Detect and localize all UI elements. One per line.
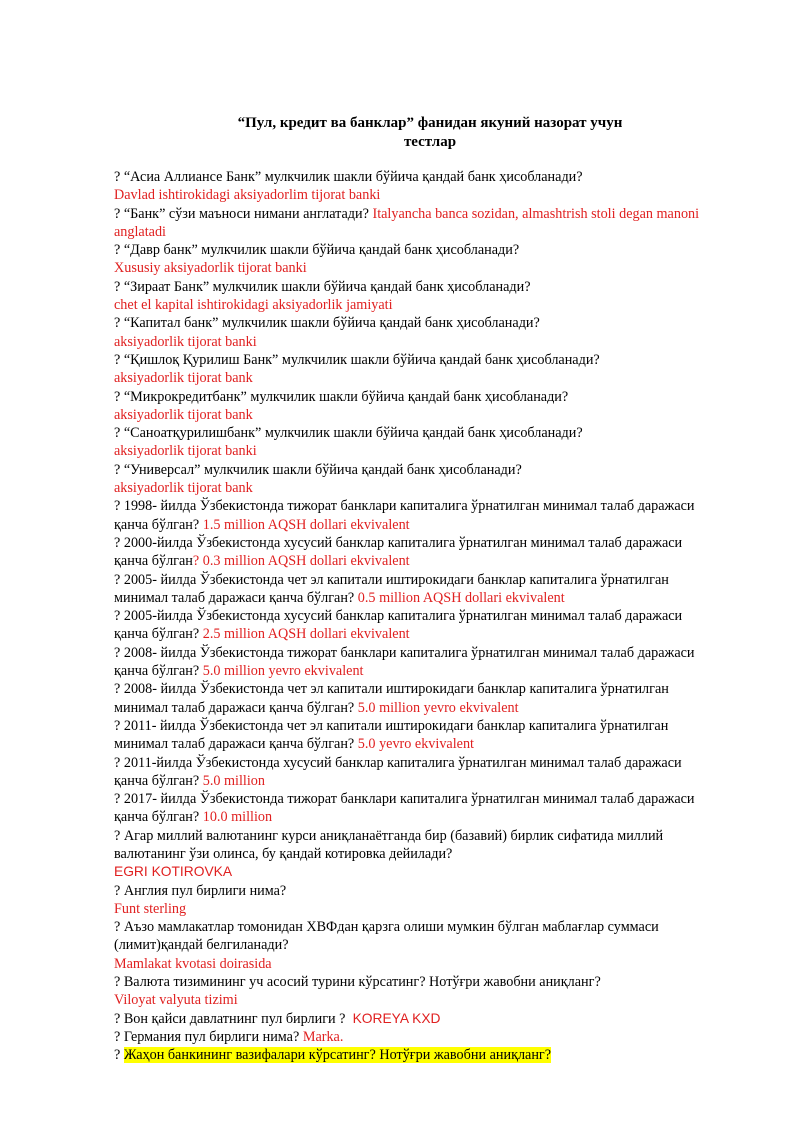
question-text: ? 2005-йилда Ўзбекистонда хусусий банклар капиталига ўрнатилган минимал талаб даражаси: [114, 608, 683, 625]
question-item: [114, 625, 728, 643]
question-text: ? 2000-йилда Ўзбекистонда хусусий банклар капиталига ўрнатилган минимал талаб даражаси: [114, 534, 683, 551]
question-text: минимал талаб даражаси қанча бўлган?: [114, 699, 355, 716]
question-text: қанча бўлган?: [114, 516, 200, 533]
answer-text: Marka.: [302, 1028, 344, 1045]
question-text: ? “Асиа Аллиансе Банк” мулкчилик шакли бўйича қандай банк ҳисобланади?: [114, 169, 583, 185]
answer-text: 5.0 million yevro ekvivalent: [202, 663, 364, 680]
answer-text: 0.5 million AQSH dollari ekvivalent: [357, 589, 565, 606]
question-text: қанча бўлган?: [114, 772, 200, 789]
answer-text: Mamlakat kvotasi doirasida: [114, 955, 272, 972]
answer-text: aksiyadorlik tijorat bank: [114, 480, 253, 497]
question-item: [114, 808, 728, 826]
question-text: ? “Саноатқурилишбанк” мулкчилик шакли бўйича қандай банк ҳисобланади?: [114, 425, 583, 442]
answer-text: KOREYA KXD: [352, 1010, 441, 1026]
question-text: қанча бўлган: [114, 553, 193, 570]
question-text: ? “Қишлоқ Қурилиш Банк” мулкчилик шакли бўйича қандай банк ҳисобланади?: [114, 351, 600, 368]
question-text: қанча бўлган?: [114, 663, 200, 680]
answer-text: 1.5 million AQSH dollari ekvivalent: [202, 516, 410, 533]
answer-text: 10.0 million: [202, 809, 273, 826]
question-text: қанча бўлган?: [114, 626, 200, 643]
answer-text: Davlad ishtirokidagi aksiyadorlim tijorat banki: [114, 187, 381, 204]
answer-text: Xususiy aksiyadorlik tijorat banki: [114, 260, 307, 277]
highlighted-question-text: Жаҳон банкининг вазифалари кўрсатинг? Нотўғри жавобни аниқланг?: [123, 1047, 552, 1064]
question-text: ? “Зираат Банк” мулкчилик шакли бўйича қандай банк ҳисобланади?: [114, 278, 531, 295]
question-item: [114, 662, 728, 680]
question-text: ? 2008- йилда Ўзбекистонда чет эл капитали иштирокидаги банклар капиталига ўрнатилган: [114, 681, 669, 698]
question-item: [114, 516, 728, 534]
answer-text: aksiyadorlik tijorat banki: [114, 333, 257, 350]
question-text: (лимит)қандай белгиланади?: [114, 937, 289, 954]
question-item: [114, 1046, 728, 1064]
question-item: [114, 589, 728, 607]
answer-text: 5.0 million yevro ekvivalent: [357, 699, 519, 716]
question-text: ? 2005- йилда Ўзбекистонда чет эл капитали иштирокидаги банклар капиталига ўрнатилган: [114, 571, 669, 588]
question-item: [114, 552, 728, 570]
question-prefix: ?: [114, 1047, 124, 1064]
answer-text: ? 0.3 million AQSH dollari ekvivalent: [192, 553, 410, 570]
question-text: ? Англия пул бирлиги нима?: [114, 882, 287, 899]
answer-text: Funt sterling: [114, 900, 187, 917]
question-text: ? “Капитал банк” мулкчилик шакли бўйича қандай банк ҳисобланади?: [114, 315, 540, 332]
answer-text: aksiyadorlik tijorat bank: [114, 370, 253, 387]
question-text: ? Аъзо мамлакатлар томонидан ХВФдан қарзга олиши мумкин бўлган маблағлар суммаси: [114, 919, 659, 936]
question-text: ? 1998- йилда Ўзбекистонда тижорат банклари капиталига ўрнатилган минимал талаб даражаси: [114, 498, 695, 515]
question-text: минимал талаб даражаси қанча бўлган?: [114, 736, 355, 753]
question-text: ? Валюта тизимининг уч асосий турини кўрсатинг? Нотўғри жавобни аниқланг?: [114, 974, 601, 991]
answer-text: chet el kapital ishtirokidagi aksiyadorlik jamiyati: [114, 297, 393, 314]
question-text: минимал талаб даражаси қанча бўлган?: [114, 589, 355, 606]
question-list: [114, 168, 728, 1065]
question-text: ? “Давр банк” мулкчилик шакли бўйича қандай банк ҳисобланади?: [114, 242, 520, 259]
question-text: ? 2011-йилда Ўзбекистонда хусусий банклар капиталига ўрнатилган минимал талаб даражаси: [114, 754, 682, 771]
question-text: ? “Микрокредитбанк” мулкчилик шакли бўйича қандай банк ҳисобланади?: [114, 388, 569, 405]
answer-text: EGRI KOTIROVKA: [114, 864, 233, 880]
question-item: [114, 699, 728, 717]
question-text: ? “Банк” сўзи маъноси нимани англатади?: [114, 205, 369, 222]
document-title: [120, 114, 740, 151]
answer-text: Viloyat valyuta tizimi: [114, 992, 238, 1009]
answer-text: Italyancha banca sozidan, almashtrish stoli degan manoni anglatadi: [114, 205, 700, 240]
question-item: [114, 205, 728, 242]
question-item: [114, 735, 728, 753]
answer-text: aksiyadorlik tijorat bank: [114, 406, 253, 423]
answer-text: aksiyadorlik tijorat banki: [114, 443, 257, 460]
answer-text: 5.0 yevro ekvivalent: [357, 736, 475, 753]
question-text: ? 2017- йилда Ўзбекистонда тижорат банклари капиталига ўрнатилган минимал талаб даражаси: [114, 791, 695, 808]
question-item: [114, 1010, 728, 1028]
question-text: ? Германия пул бирлиги нима?: [114, 1028, 300, 1045]
title-line-1: “Пул, кредит ва банклар” фанидан якуний назорат учун: [237, 115, 623, 131]
question-text: ? Агар миллий валютанинг курси аниқланаётганда бир (базавий) бирлик сифатида миллий: [114, 827, 664, 844]
answer-text: 5.0 million: [202, 772, 265, 789]
question-text: ? “Универсал” мулкчилик шакли бўйича қандай банк ҳисобланади?: [114, 461, 522, 478]
title-line-2: тестлар: [403, 133, 457, 150]
question-item: [114, 772, 728, 790]
answer-text: 2.5 million AQSH dollari ekvivalent: [202, 626, 410, 643]
question-text: валютанинг ўзи олинса, бу қандай котировка дейилади?: [114, 845, 453, 862]
question-text: қанча бўлган?: [114, 809, 200, 826]
question-text: ? 2011- йилда Ўзбекистонда чет эл капитали иштирокидаги банклар капиталига ўрнатилган: [114, 717, 669, 734]
question-item: [114, 1028, 728, 1046]
question-text: ? 2008- йилда Ўзбекистонда тижорат банклари капиталига ўрнатилган минимал талаб даражаси: [114, 644, 695, 661]
question-text: ? Вон қайси давлатнинг пул бирлиги ?: [114, 1010, 346, 1027]
